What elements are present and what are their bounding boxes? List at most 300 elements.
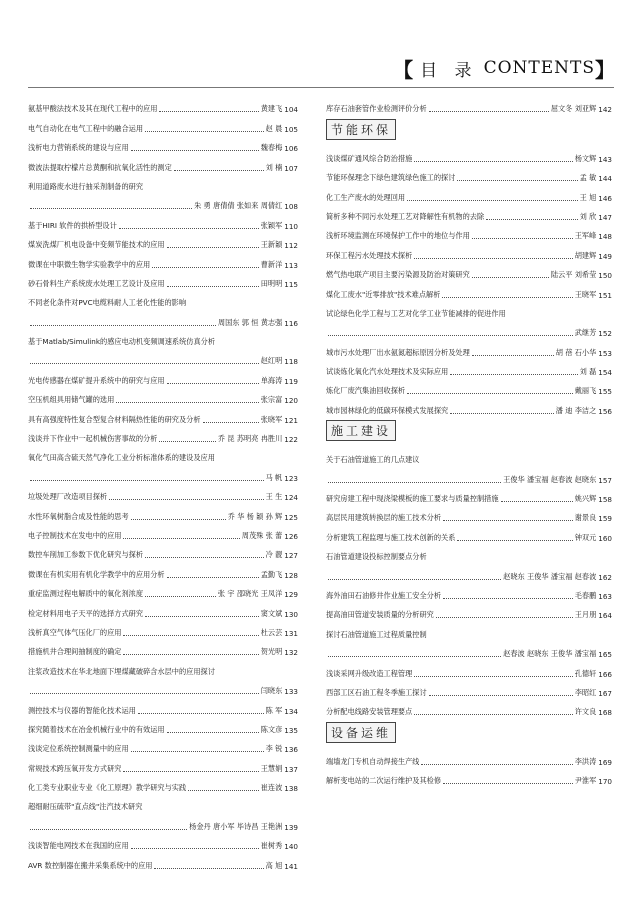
entry-author: 杨文辉	[574, 153, 597, 163]
entry-page: 163	[598, 591, 612, 601]
entry-author: 刘 欣	[579, 211, 597, 221]
entry-page: 138	[284, 784, 298, 794]
entry-author: 曹新洋	[260, 259, 283, 269]
entry-title: 高层民用建筑转换层的施工技术分析	[326, 513, 442, 523]
entry-page: 170	[598, 777, 612, 787]
entry-author: 杜云芸	[260, 627, 283, 637]
entry-page: 126	[284, 531, 298, 541]
toc-entry	[326, 582, 612, 601]
dot-leader	[30, 208, 192, 209]
entry-author: 张 宇 邵晓光 王凤洋	[217, 589, 283, 599]
bracket-close: 】	[595, 57, 616, 82]
entry-title: 氧化气田高含硫天然气净化工业分析标准体系的建设及应用	[28, 453, 215, 463]
entry-author: 王慧娟	[260, 763, 283, 773]
entry-title: 基于HIRI 软件的拱桥型设计	[28, 220, 117, 230]
dot-leader	[159, 441, 216, 442]
dot-leader	[457, 540, 572, 541]
right-column	[326, 95, 612, 786]
toc-entry	[28, 812, 298, 831]
dot-leader	[152, 267, 259, 268]
dot-leader	[457, 180, 577, 181]
entry-title: 电子控制技术在发电中的应用	[28, 530, 122, 540]
dot-leader	[145, 596, 216, 597]
toc-entry	[326, 698, 612, 717]
dot-leader	[501, 501, 573, 502]
entry-title: 注浆改造技术在华北地面下埋煤藏破碎含水层中的应用探讨	[28, 666, 215, 676]
entry-author: 刘 楠	[265, 162, 283, 172]
toc-entry	[28, 405, 298, 424]
toc-entry	[28, 153, 298, 172]
toc-entry	[28, 677, 298, 696]
dot-leader	[203, 422, 259, 423]
entry-title: 浅谈智能电网技术在我国的应用	[28, 841, 129, 851]
toc-entry	[326, 465, 612, 484]
toc-entry	[326, 640, 612, 659]
entry-page: 106	[284, 144, 298, 154]
dot-leader	[429, 695, 573, 696]
entry-page: 119	[284, 376, 298, 386]
entry-title: 库存石油套管作业检测评价分析	[326, 104, 427, 114]
entry-page: 128	[284, 570, 298, 580]
entry-title: 重症监测过程电解质中的氧化剂浓度	[28, 589, 144, 599]
entry-title: 煤化工废水"近零排放"技术难点解析	[326, 289, 441, 299]
entry-title: 常规技术跨压氧开发方式研究	[28, 763, 122, 773]
entry-title: 分析配电线路安装管理要点	[326, 707, 413, 717]
entry-author: 张晓军	[260, 414, 283, 424]
entry-author: 王晓军	[574, 289, 597, 299]
entry-page: 131	[284, 628, 298, 638]
entry-title: 氨基甲酸法技术及其在现代工程中的应用	[28, 104, 158, 114]
entry-author: 孔德轩	[574, 668, 597, 678]
entry-author: 冷 靓	[265, 550, 283, 560]
dot-leader	[443, 520, 573, 521]
toc-entry	[28, 735, 298, 754]
entry-page: 157	[598, 475, 612, 485]
toc-entry	[326, 377, 612, 396]
toc-entry	[326, 659, 612, 678]
entry-page: 125	[284, 512, 298, 522]
dot-leader	[30, 693, 259, 694]
entry-title: 浅析电力营销系统的建设与应用	[28, 143, 129, 153]
entry-title: 石油管道建设投标控制要点分析	[326, 552, 427, 562]
entry-author: 周国东 郭 恒 黄志强	[217, 317, 283, 327]
entry-title: 浅谈煤矿通风综合防治措施	[326, 153, 413, 163]
entry-page: 122	[284, 435, 298, 445]
toc-entry	[28, 386, 298, 405]
entry-title: 不同老化条件对PVC电缆料耐人工老化性能的影响	[28, 298, 187, 308]
toc-entry	[28, 483, 298, 502]
entry-author: 陈 军	[265, 705, 283, 715]
dot-leader	[167, 247, 259, 248]
entry-title: 微课在中职微生物学实验教学中的应用	[28, 259, 151, 269]
entry-author: 朱 勇 唐倩倩 张如来 周倩红	[194, 201, 283, 211]
dot-leader	[450, 413, 554, 414]
entry-page: 169	[598, 757, 612, 767]
dot-leader	[414, 258, 572, 259]
entry-page: 116	[284, 318, 298, 328]
entry-page: 150	[598, 271, 612, 281]
entry-author: 尹淮军	[574, 776, 597, 786]
entry-author: 赵晓东 王俊华 潘宝福 赵春波	[503, 571, 597, 581]
entry-page: 154	[598, 368, 612, 378]
toc-entry	[28, 114, 298, 133]
toc-entry	[28, 192, 298, 211]
entry-author: 王 生	[265, 492, 283, 502]
entry-title: 炼化厂废汽集油回收探析	[326, 386, 406, 396]
entry-title: 关于石油管道施工的几点建议	[326, 455, 420, 465]
dot-leader	[472, 238, 573, 239]
dot-leader	[131, 150, 259, 151]
entry-title: 浅析真空气体气压化厂的应用	[28, 627, 122, 637]
toc-entry	[28, 793, 298, 812]
entry-page: 164	[598, 611, 612, 621]
entry-title: 微课在有机实用有机化学教学中的应用分析	[28, 569, 165, 579]
dot-leader	[328, 579, 501, 580]
entry-page: 121	[284, 415, 298, 425]
entry-title: 解析变电站的二次运行维护及其检修	[326, 776, 442, 786]
section-heading-env: 节能环保	[326, 114, 612, 144]
entry-author: 崔树秀	[260, 841, 283, 851]
entry-page: 129	[284, 590, 298, 600]
dot-leader	[123, 771, 258, 772]
entry-page: 153	[598, 348, 612, 358]
dot-leader	[188, 790, 259, 791]
entry-page: 135	[284, 725, 298, 735]
dot-leader	[174, 170, 264, 171]
entry-page: 168	[598, 708, 612, 718]
entry-page: 120	[284, 396, 298, 406]
entry-title: 研究房建工程中现浇梁模板的施工要求与质量控制措施	[326, 494, 499, 504]
entry-page: 151	[598, 290, 612, 300]
entry-author: 周茂殊 张 蕾	[241, 530, 283, 540]
entry-title: 利用道路废水进行抽采剂制备的研究	[28, 181, 144, 191]
entry-author: 姚兴辉	[574, 494, 597, 504]
entry-page: 152	[598, 329, 612, 339]
toc-entry	[28, 308, 298, 327]
toc-entry	[326, 222, 612, 241]
toc-entry	[28, 638, 298, 657]
entry-author: 许文良	[574, 707, 597, 717]
entry-title: 基于Matlab/Simulink的感应电动机变频调速系统仿真分析	[28, 337, 216, 347]
entry-author: 张宗富	[260, 395, 283, 405]
entry-page: 115	[284, 279, 298, 289]
dot-leader	[442, 297, 572, 298]
entry-page: 147	[598, 212, 612, 222]
toc-entry	[326, 261, 612, 280]
entry-page: 132	[284, 648, 298, 658]
entry-title: 砂石骨料生产系统废水处理工艺设计及应用	[28, 278, 165, 288]
entry-title: 城市园林绿化的低碳环保模式发展探究	[326, 405, 449, 415]
dot-leader	[30, 363, 259, 364]
entry-title: 浅谈定位系统控制测量中的应用	[28, 744, 129, 754]
entry-title: 端墙龙门专机自动焊接生产线	[326, 756, 420, 766]
entry-author: 孟 敏	[579, 173, 597, 183]
toc-entry	[326, 280, 612, 299]
toc-entry	[326, 767, 612, 786]
entry-title: 数控车削加工参数下优化研究与探析	[28, 550, 144, 560]
toc-entry	[28, 347, 298, 366]
bracket-open: 【	[393, 57, 415, 82]
dot-leader	[131, 848, 259, 849]
entry-title: 试谈炼化氧化汽水处理技术及实际应用	[326, 367, 449, 377]
entry-page: 105	[284, 124, 298, 134]
dot-leader	[30, 480, 264, 481]
dot-leader	[123, 654, 258, 655]
dot-leader	[167, 577, 259, 578]
dot-leader	[138, 713, 264, 714]
entry-title: 措施机井合理间抽制度的确定	[28, 647, 122, 657]
entry-author: 崔连波	[260, 783, 283, 793]
entry-title: 测控技术与仪器的智能化技术运用	[28, 705, 136, 715]
toc-entry	[28, 599, 298, 618]
toc-entry	[28, 522, 298, 541]
entry-title: 化工类专业职业专业《化工原理》教学研究与实践	[28, 783, 187, 793]
entry-author: 武继芳	[574, 328, 597, 338]
toc-entry	[326, 446, 612, 465]
toc-entry	[326, 164, 612, 183]
toc-entry	[326, 747, 612, 766]
entry-author: 闫晓东	[260, 686, 283, 696]
dot-leader	[145, 616, 259, 617]
entry-author: 胡 蓓 石小华	[555, 347, 597, 357]
toc-entry	[326, 485, 612, 504]
dot-leader	[116, 402, 258, 403]
entry-author: 窦文斌	[260, 608, 283, 618]
entry-title: 检定材料用电子天平的选择方式研究	[28, 608, 144, 618]
entry-page: 136	[284, 745, 298, 755]
toc-entry	[326, 504, 612, 523]
entry-author: 高 旭	[265, 860, 283, 870]
entry-page: 162	[598, 572, 612, 582]
entry-page: 139	[284, 822, 298, 832]
entry-author: 刘 磊	[579, 367, 597, 377]
entry-title: 浅析环境监测在环境保护工作中的地位与作用	[326, 231, 470, 241]
entry-title: 城市污水处理厂出水氨氮超标原因分析及处理	[326, 347, 470, 357]
entry-author: 陆云平 刘希莹	[550, 270, 597, 280]
entry-author: 马 帆	[265, 472, 283, 482]
dot-leader	[167, 286, 259, 287]
entry-author: 胡建辉	[574, 250, 597, 260]
entry-title: 燃气热电联产项目主要污染源及防治对策研究	[326, 270, 470, 280]
dot-leader	[123, 538, 239, 539]
entry-page: 160	[598, 533, 612, 543]
entry-title: 简析多种不同污水处理工艺对降解性有机物的去除	[326, 211, 485, 221]
entry-title: 探讨石油管道施工过程质量控制	[326, 629, 427, 639]
dot-leader	[145, 131, 264, 132]
entry-title: 超细耐压硫带"直点线"注汽技术研究	[28, 802, 143, 812]
entry-title: 探究随着技术在冶金机械行业中的有效运用	[28, 724, 165, 734]
dot-leader	[328, 482, 501, 483]
entry-page: 155	[598, 387, 612, 397]
dot-leader	[167, 383, 259, 384]
toc-entry	[326, 620, 612, 639]
entry-author: 陈文彦	[260, 724, 283, 734]
toc-entry	[326, 241, 612, 260]
dot-leader	[109, 499, 264, 500]
entry-author: 王新颖	[260, 240, 283, 250]
dot-leader	[119, 228, 259, 229]
entry-author: 王 旭	[579, 192, 597, 202]
dot-leader	[131, 519, 226, 520]
entry-author: 魏春梅	[260, 143, 283, 153]
entry-page: 104	[284, 105, 298, 115]
entry-author: 王军峰	[574, 231, 597, 241]
entry-page: 123	[284, 473, 298, 483]
entry-author: 乔 昆 苏明亮 冉胜川	[217, 434, 283, 444]
entry-title: 电气自动化在电气工程中的融合运用	[28, 123, 144, 133]
entry-author: 黄建飞	[260, 104, 283, 114]
entry-author: 谢景良	[574, 513, 597, 523]
entry-title: 试论绿色化学工程与工艺对化学工业节能减排的促进作用	[326, 308, 506, 318]
dot-leader	[414, 714, 572, 715]
entry-page: 113	[284, 260, 298, 270]
entry-title: 垃圾处理厂改造项目探析	[28, 492, 108, 502]
entry-title: 微波法提取柠檬片总黄酮和抗氧化活性的测定	[28, 162, 172, 172]
entry-author: 李 锐	[265, 744, 283, 754]
entry-author: 赵红明	[260, 356, 283, 366]
toc-entry	[28, 832, 298, 851]
entry-page: 158	[598, 495, 612, 505]
entry-page: 127	[284, 551, 298, 561]
entry-author: 屈文冬 刘亚辉	[550, 104, 597, 114]
entry-title: 化工生产废水的处理回用	[326, 192, 406, 202]
dot-leader	[421, 764, 572, 765]
dot-leader	[328, 656, 501, 657]
dot-leader	[414, 676, 572, 677]
entry-page: 167	[598, 688, 612, 698]
entry-page: 118	[284, 357, 298, 367]
entry-page: 108	[284, 202, 298, 212]
entry-author: 李昭红	[574, 687, 597, 697]
entry-page: 107	[284, 163, 298, 173]
entry-title: 海外油田石油修井作业施工安全分析	[326, 590, 442, 600]
toc-entry	[28, 289, 298, 308]
entry-author: 潘 迪 李洁之	[555, 405, 597, 415]
dot-leader	[30, 829, 187, 830]
contents-title-en: CONTENTS	[483, 58, 595, 78]
dot-leader	[472, 355, 554, 356]
entry-title: 节能环保理念下绿色建筑绿色施工的探讨	[326, 173, 456, 183]
entry-title: AVR 数控制器在搬井采集系统中的应用	[28, 860, 153, 870]
toc-entry	[28, 560, 298, 579]
entry-author: 王俊华 潘宝福 赵春波 赵晓东	[503, 474, 597, 484]
dot-leader	[407, 200, 578, 201]
toc-entry	[28, 328, 298, 347]
toc-entry	[326, 300, 612, 319]
entry-page: 148	[598, 232, 612, 242]
toc-entry	[326, 144, 612, 163]
dot-leader	[328, 335, 573, 336]
dot-leader	[167, 732, 259, 733]
toc-entry	[326, 358, 612, 377]
entry-page: 130	[284, 609, 298, 619]
toc-entry	[28, 95, 298, 114]
toc-entry	[28, 366, 298, 385]
toc-entry	[28, 134, 298, 153]
entry-title: 浅谈采网升级改造工程管理	[326, 668, 413, 678]
entry-page: 134	[284, 706, 298, 716]
entry-page: 141	[284, 861, 298, 871]
dot-leader	[429, 111, 549, 112]
entry-title: 空压机组具用储气罐的选用	[28, 395, 115, 405]
toc-entry	[326, 319, 612, 338]
dot-leader	[131, 751, 264, 752]
entry-author: 戴丽飞	[574, 386, 597, 396]
toc-entry	[326, 679, 612, 698]
toc-entry	[326, 338, 612, 357]
contents-header	[393, 55, 616, 81]
entry-author: 王月朋	[574, 610, 597, 620]
toc-entry	[28, 270, 298, 289]
dot-leader	[414, 161, 572, 162]
toc-entry	[28, 580, 298, 599]
dot-leader	[407, 393, 573, 394]
entry-page: 165	[598, 650, 612, 660]
entry-page: 149	[598, 251, 612, 261]
dot-leader	[486, 219, 577, 220]
entry-title: 光电传感器在煤矿提升系统中的研究与应用	[28, 375, 165, 385]
entry-title: 煤炭洗煤厂机电设备中变频节能技术的应用	[28, 240, 165, 250]
entry-page: 143	[598, 154, 612, 164]
entry-page: 137	[284, 764, 298, 774]
entry-author: 赵春波 赵晓东 王俊华 潘宝福	[503, 649, 597, 659]
dot-leader	[443, 783, 573, 784]
toc-entry	[326, 95, 612, 114]
entry-title: 水性环氧树脂合成及性能的思考	[28, 511, 129, 521]
dot-leader	[436, 617, 573, 618]
entry-page: 110	[284, 221, 298, 231]
entry-page: 112	[284, 241, 298, 251]
toc-entry	[28, 619, 298, 638]
left-column	[28, 95, 298, 871]
entry-author: 贺光明	[260, 647, 283, 657]
entry-page: 140	[284, 842, 298, 852]
toc-entry	[28, 716, 298, 735]
entry-title: 环保工程污水处理技术探析	[326, 250, 413, 260]
toc-entry	[28, 774, 298, 793]
section-heading-construction: 施工建设	[326, 416, 612, 446]
toc-entry	[326, 523, 612, 542]
entry-title: 提高油田管道安装质量的分析研究	[326, 610, 434, 620]
entry-author: 乔 华 杨 颖 孙 辉	[227, 511, 283, 521]
entry-author: 钟双元	[574, 532, 597, 542]
toc-entry	[28, 211, 298, 230]
toc-entry	[326, 396, 612, 415]
toc-entry	[326, 562, 612, 581]
toc-entry	[28, 657, 298, 676]
entry-page: 159	[598, 514, 612, 524]
entry-author: 孟勤飞	[260, 569, 283, 579]
toc-entry	[28, 173, 298, 192]
entry-title: 浅谈并下作业中一起机械伤害事故的分析	[28, 434, 158, 444]
dot-leader	[145, 557, 264, 558]
dot-leader	[123, 635, 258, 636]
dot-leader	[159, 111, 258, 112]
toc-entry	[28, 541, 298, 560]
entry-author: 张颖军	[260, 220, 283, 230]
toc-entry	[28, 696, 298, 715]
entry-page: 124	[284, 493, 298, 503]
dot-leader	[472, 277, 549, 278]
entry-title: 西部工区石油工程冬季施工探讨	[326, 687, 427, 697]
entry-page: 144	[598, 174, 612, 184]
toc-entry	[326, 203, 612, 222]
entry-page: 156	[598, 406, 612, 416]
toc-entry	[28, 851, 298, 870]
entry-page: 166	[598, 669, 612, 679]
dot-leader	[154, 868, 263, 869]
header-rule	[28, 87, 614, 88]
